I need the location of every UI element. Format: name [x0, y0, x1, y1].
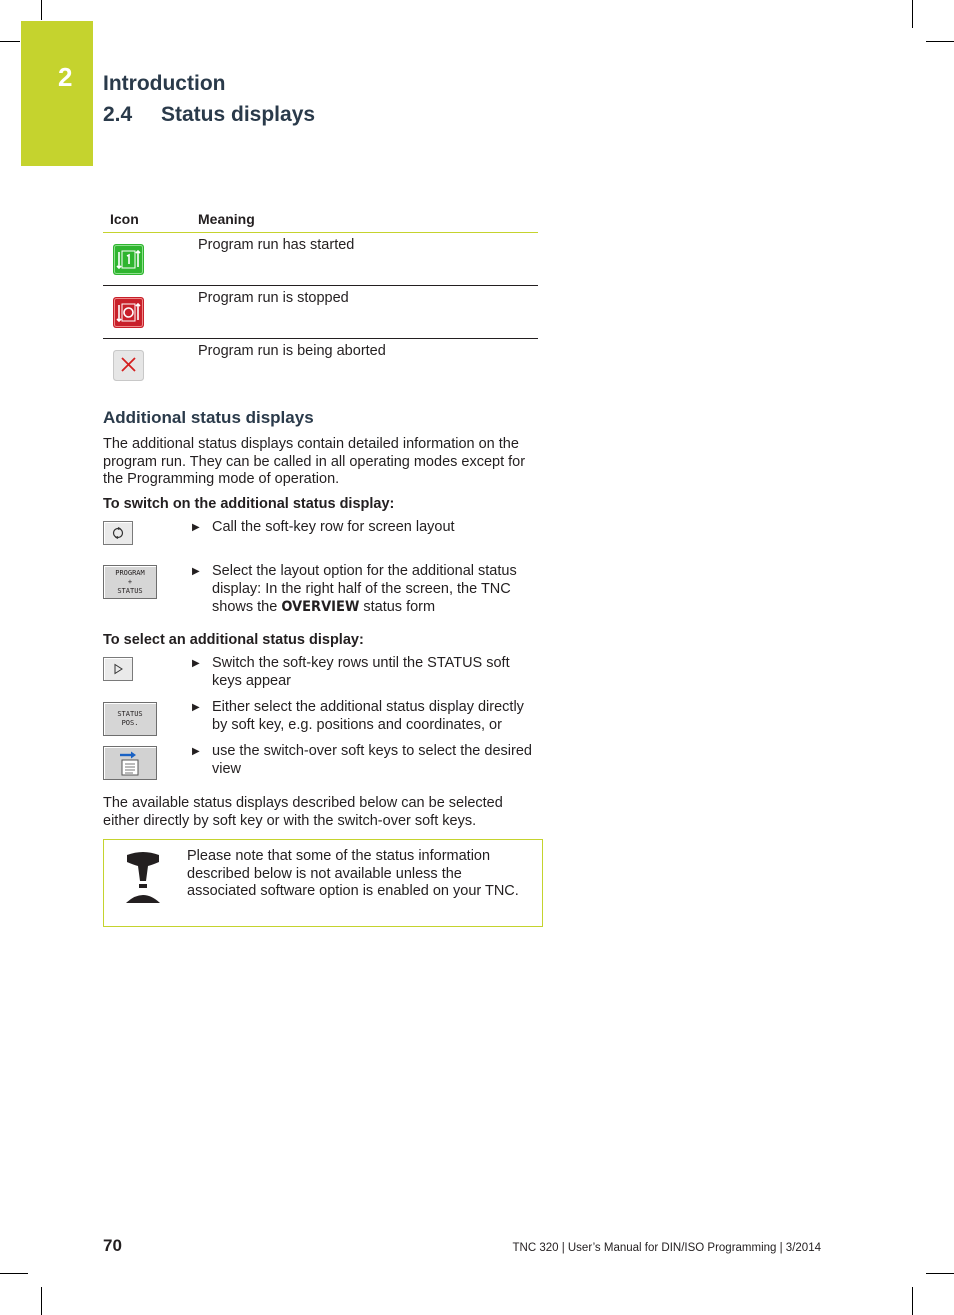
- table-header: [103, 207, 538, 233]
- screen-layout-key[interactable]: [103, 521, 133, 545]
- row-meaning: Program run is being aborted: [198, 343, 386, 359]
- note-box: [103, 839, 543, 927]
- overview-term: OVERVIEW: [281, 599, 360, 615]
- chapter-tab: [21, 21, 93, 166]
- select-label: To select an additional status display:: [103, 632, 364, 648]
- step-text: Either select the additional status display directly by soft key, e.g. positions and coordinates, or: [212, 699, 524, 733]
- section-title: Status displays: [161, 103, 316, 126]
- step-text: use the switch-over soft keys to select the desired view: [212, 743, 532, 777]
- step-text: Call the soft-key row for screen layout: [212, 519, 455, 535]
- switch-over-softkey[interactable]: [103, 746, 157, 780]
- section-subheading: Additional status displays: [103, 408, 314, 427]
- crop-mark: [926, 1273, 954, 1274]
- screen-layout-icon: [111, 526, 125, 540]
- machine-note-icon: [124, 851, 162, 910]
- col-meaning-header: Meaning: [198, 211, 255, 227]
- intro-paragraph: The additional status displays contain detailed information on the program run. They can be called in all operating modes except for the Programming mode of operation.: [103, 436, 526, 488]
- section-heading: [103, 103, 315, 127]
- bullet-arrow-icon: ▶: [192, 566, 200, 577]
- chapter-number: 2: [58, 62, 73, 92]
- program-run-started-icon: [113, 244, 144, 275]
- switch-over-icon: [117, 750, 143, 776]
- crop-mark: [912, 1287, 913, 1315]
- instruction-step: [103, 654, 543, 692]
- program-run-stopped-icon: [113, 297, 144, 328]
- play-triangle-icon: [112, 663, 124, 675]
- icon-meaning-table: [103, 207, 538, 391]
- bullet-arrow-icon: ▶: [192, 746, 200, 757]
- instruction-step: [103, 562, 543, 622]
- crop-mark: [912, 0, 913, 28]
- bullet-arrow-icon: ▶: [192, 522, 200, 533]
- program-status-softkey[interactable]: [103, 565, 157, 599]
- table-row: [103, 339, 538, 391]
- col-icon-header: Icon: [110, 211, 139, 227]
- step-text: [212, 562, 542, 616]
- chapter-title: Introduction: [103, 72, 226, 95]
- crop-mark: [41, 0, 42, 20]
- section-number: 2.4: [103, 103, 133, 126]
- bullet-arrow-icon: ▶: [192, 702, 200, 713]
- closing-paragraph: The available status displays described below can be selected either directly by soft key or with the switch-over soft keys.: [103, 795, 503, 829]
- instruction-step: [103, 742, 543, 782]
- table-row: [103, 233, 538, 286]
- step-text: Switch the soft-key rows until the STATUS soft keys appear: [212, 655, 510, 689]
- softkey-label: PROGRAM + STATUS: [103, 565, 157, 599]
- crop-mark: [41, 1287, 42, 1315]
- step-text-part: status form: [359, 599, 436, 615]
- crop-mark: [0, 1273, 28, 1274]
- next-softkey-row-key[interactable]: [103, 657, 133, 681]
- crop-mark: [926, 41, 954, 42]
- row-meaning: Program run is stopped: [198, 290, 349, 306]
- footer-manual: TNC 320 | User’s Manual for DIN/ISO Programming | 3/2014: [512, 1242, 821, 1254]
- page-number: 70: [103, 1236, 122, 1255]
- table-row: [103, 286, 538, 339]
- instruction-step: [103, 698, 543, 738]
- crop-mark: [0, 41, 20, 42]
- row-meaning: Program run has started: [198, 237, 355, 253]
- program-run-aborted-icon: [113, 350, 144, 381]
- softkey-label: STATUS POS.: [103, 702, 157, 736]
- bullet-arrow-icon: ▶: [192, 658, 200, 669]
- switch-on-label: To switch on the additional status display:: [103, 496, 395, 512]
- instruction-step: [103, 518, 543, 548]
- status-pos-softkey[interactable]: [103, 702, 157, 736]
- step-text-part: Select the layout option for the additional status display: In the right half of the screen, the TNC shows the: [212, 563, 517, 615]
- note-text: Please note that some of the status information described below is not available unless the associated software option is enabled on your TNC.: [187, 848, 519, 900]
